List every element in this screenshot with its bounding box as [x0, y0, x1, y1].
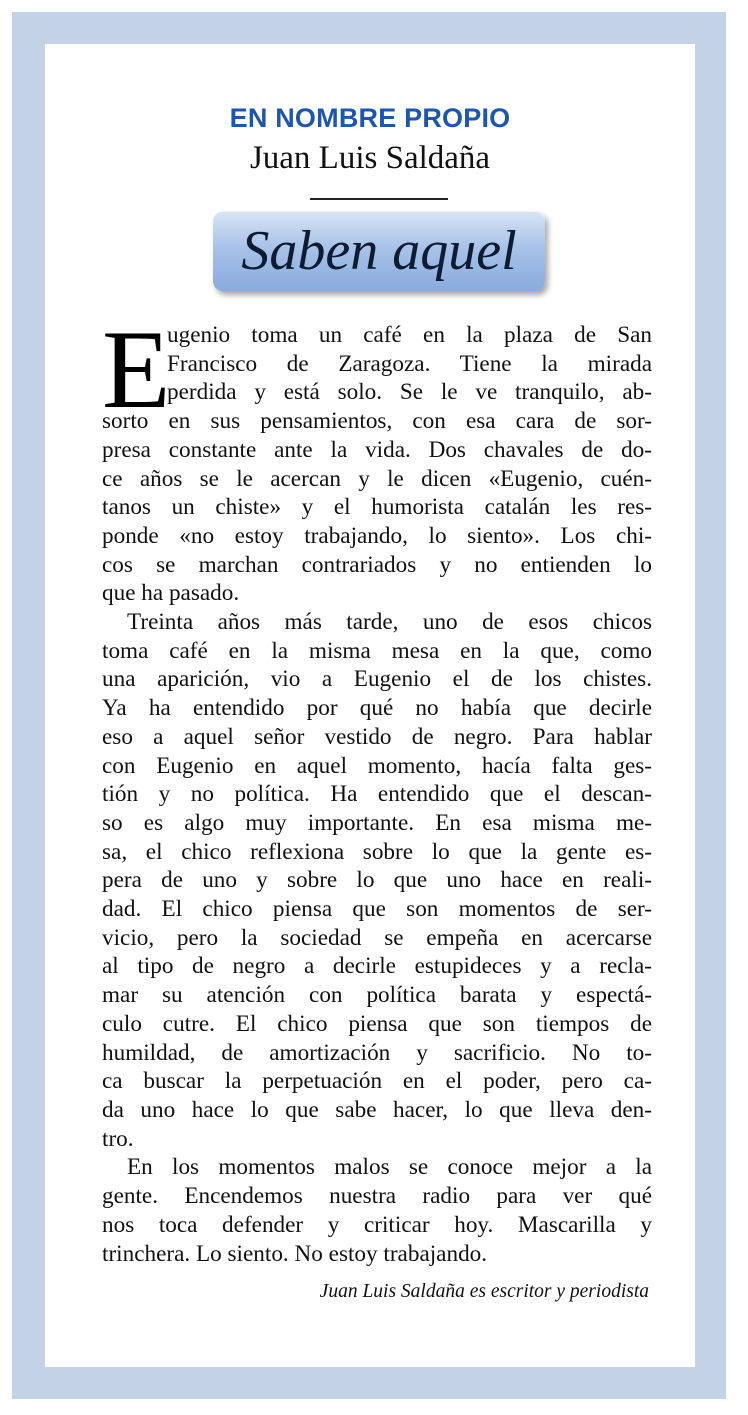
text-line: da uno hace lo que sabe hacer, lo que lleva den-	[102, 1096, 652, 1123]
text-line: dad. El chico piensa que son momentos de ser-	[102, 896, 652, 923]
section-kicker: EN NOMBRE PROPIO	[229, 103, 511, 133]
text-line: trinchera. Lo siento. No estoy trabajando.	[102, 1240, 488, 1267]
text-line: una aparición, vio a Eugenio el de los chistes.	[102, 666, 652, 693]
text-line: ce años se le acercan y le dicen «Eugenio, cuén-	[102, 465, 652, 492]
text-line: al tipo de negro a decirle estupideces y a recla-	[102, 953, 652, 980]
text-line: ugenio toma un café en la plaza de San	[167, 322, 652, 348]
text-line: gente. Encendemos nuestra radio para ver qué	[102, 1183, 652, 1210]
text-line: eso a aquel señor vestido de negro. Para hablar	[102, 723, 652, 750]
text-line: pera de uno y sobre lo que uno hace en reali-	[102, 867, 652, 894]
text-line: Francisco de Zaragoza. Tiene la mirada	[167, 350, 652, 377]
paragraph-2	[102, 608, 652, 1153]
text-line: toma café en la misma mesa en la que, como	[102, 637, 652, 664]
text-line: sa, el chico reflexiona sobre lo que la gente es-	[102, 838, 652, 865]
article-title: Saben aquel	[241, 220, 517, 282]
drop-cap: E	[102, 308, 171, 432]
text-line: mar su atención con política barata y espectá-	[102, 982, 652, 1009]
text-line: tro.	[102, 1125, 134, 1152]
text-line: sorto en sus pensamientos, con esa cara de sor-	[102, 408, 652, 435]
author-name: Juan Luis Saldaña	[249, 140, 491, 176]
article-body	[102, 308, 652, 1268]
paragraph-3	[102, 1153, 652, 1268]
text-line: Treinta años más tarde, uno de esos chicos	[127, 609, 652, 636]
page-frame	[12, 12, 726, 1399]
text-line: so es algo muy importante. En esa misma me-	[102, 809, 652, 836]
title-box	[213, 211, 545, 291]
article-card	[45, 44, 695, 1367]
text-line: perdida y está solo. Se le ve tranquilo, ab-	[167, 379, 652, 406]
text-line: tión y no política. Ha entendido que el descan-	[102, 781, 652, 808]
text-line: que ha pasado.	[102, 580, 240, 607]
paragraph-1	[102, 308, 652, 608]
text-line: cos se marchan contrariados y no entienden lo	[102, 551, 652, 578]
text-line: Ya ha entendido por qué no había que decirle	[102, 695, 652, 722]
text-line: En los momentos malos se conoce mejor a la	[127, 1154, 652, 1181]
text-line: nos toca defender y criticar hoy. Mascarilla y	[102, 1211, 652, 1238]
divider-rule	[310, 198, 448, 200]
text-line: ca buscar la perpetuación en el poder, pero ca-	[102, 1068, 652, 1095]
text-line: culo cutre. El chico piensa que son tiempos de	[102, 1010, 652, 1037]
text-line: ponde «no estoy trabajando, lo siento». Los chi-	[102, 522, 652, 549]
text-line: vicio, pero la sociedad se empeña en acercarse	[102, 924, 652, 951]
author-signature: Juan Luis Saldaña es escritor y periodista	[319, 1281, 649, 1302]
text-line: humildad, de amortización y sacrificio. No to-	[102, 1039, 652, 1066]
text-line: tanos un chiste» y el humorista catalán les res-	[102, 494, 652, 521]
text-line: presa constante ante la vida. Dos chavales de do-	[102, 436, 652, 463]
text-line: con Eugenio en aquel momento, hacía falta ges-	[102, 752, 652, 779]
